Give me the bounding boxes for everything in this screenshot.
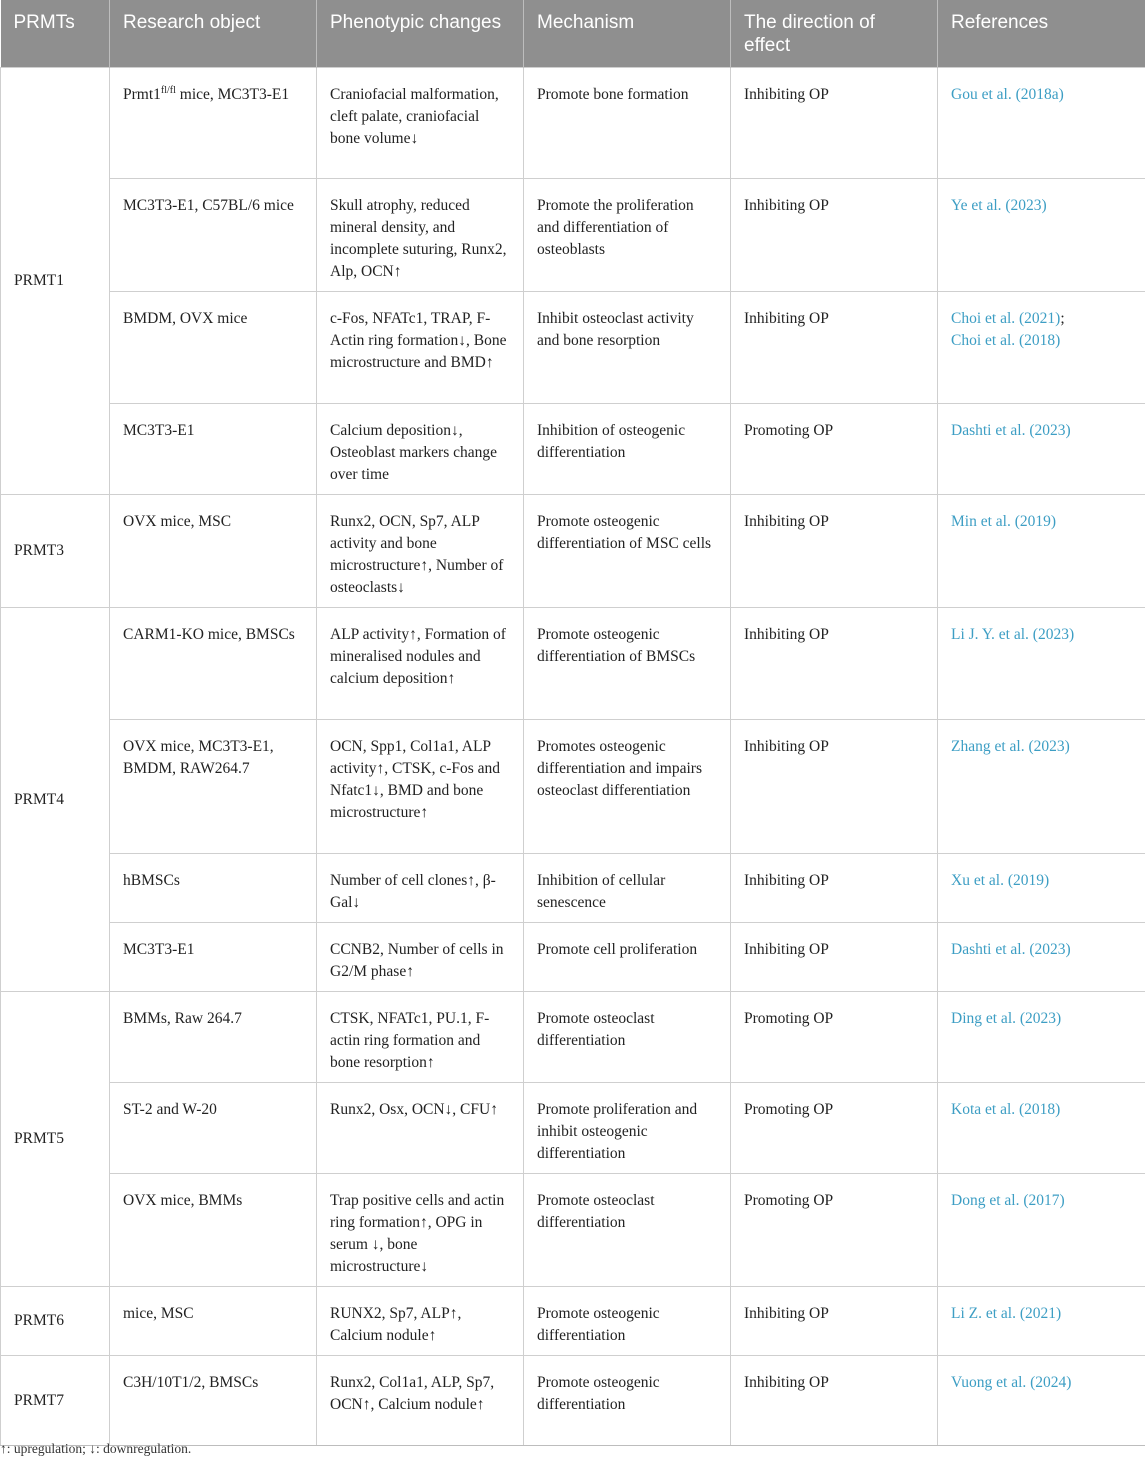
direction-of-effect-cell: Promoting OP	[731, 992, 938, 1083]
table-row	[1, 992, 1145, 1083]
table-row	[1, 923, 1145, 992]
research-object-cell: BMMs, Raw 264.7	[110, 992, 317, 1083]
direction-of-effect-cell: Inhibiting OP	[731, 720, 938, 854]
phenotypic-changes-cell: Calcium deposition↓, Osteoblast markers change over time	[317, 404, 524, 495]
mechanism-cell: Promote bone formation	[524, 68, 731, 179]
reference-link[interactable]: Dashti et al. (2023)	[951, 941, 1071, 958]
header-references: References	[938, 0, 1145, 68]
table-row	[1, 720, 1145, 854]
research-object-cell: CARM1-KO mice, BMSCs	[110, 608, 317, 720]
references-cell	[938, 179, 1145, 292]
table-row	[1, 292, 1145, 404]
reference-link[interactable]: Xu et al. (2019)	[951, 872, 1050, 889]
research-object-cell: MC3T3-E1, C57BL/6 mice	[110, 179, 317, 292]
mechanism-cell: Promote osteogenic differentiation of MSC cells	[524, 495, 731, 608]
phenotypic-changes-cell: ALP activity↑, Formation of mineralised nodules and calcium deposition↑	[317, 608, 524, 720]
references-cell	[938, 68, 1145, 179]
table-row	[1, 179, 1145, 292]
phenotypic-changes-cell: RUNX2, Sp7, ALP↑, Calcium nodule↑	[317, 1287, 524, 1356]
reference-link[interactable]: Choi et al. (2018)	[951, 332, 1061, 349]
table-row	[1, 68, 1145, 179]
reference-link[interactable]: Zhang et al. (2023)	[951, 738, 1070, 755]
reference-link[interactable]: Dong et al. (2017)	[951, 1192, 1065, 1209]
reference-separator: ;	[1060, 310, 1065, 327]
reference-link[interactable]: Vuong et al. (2024)	[951, 1374, 1072, 1391]
references-cell	[938, 854, 1145, 923]
reference-link[interactable]: Ding et al. (2023)	[951, 1010, 1062, 1027]
mechanism-cell: Promote osteoclast differentiation	[524, 1174, 731, 1287]
research-object-superscript: fl/fl	[160, 84, 176, 96]
table-row	[1, 1356, 1145, 1446]
phenotypic-changes-cell: Number of cell clones↑, β-Gal↓	[317, 854, 524, 923]
mechanism-cell: Inhibition of osteogenic differentiation	[524, 404, 731, 495]
direction-of-effect-cell: Inhibiting OP	[731, 495, 938, 608]
reference-link[interactable]: Min et al. (2019)	[951, 513, 1057, 530]
reference-link[interactable]: Ye et al. (2023)	[951, 197, 1047, 214]
phenotypic-changes-cell: Skull atrophy, reduced mineral density, and incomplete suturing, Runx2, Alp, OCN↑	[317, 179, 524, 292]
prmt-group-cell: PRMT1	[1, 68, 110, 495]
reference-link[interactable]: Gou et al. (2018a)	[951, 86, 1064, 103]
header-phenotypic-changes: Phenotypic changes	[317, 0, 524, 68]
direction-of-effect-cell: Inhibiting OP	[731, 1356, 938, 1446]
phenotypic-changes-cell: Runx2, OCN, Sp7, ALP activity and bone microstructure↑, Number of osteoclasts↓	[317, 495, 524, 608]
table-row	[1, 404, 1145, 495]
mechanism-cell: Promote osteogenic differentiation	[524, 1287, 731, 1356]
references-cell	[938, 1287, 1145, 1356]
header-row	[1, 0, 1145, 68]
mechanism-cell: Promote osteogenic differentiation	[524, 1356, 731, 1446]
table-row	[1, 1287, 1145, 1356]
table-row	[1, 495, 1145, 608]
references-cell	[938, 1356, 1145, 1446]
phenotypic-changes-cell: CCNB2, Number of cells in G2/M phase↑	[317, 923, 524, 992]
header-prmts: PRMTs	[1, 0, 110, 68]
references-cell	[938, 608, 1145, 720]
research-object-cell: OVX mice, BMMs	[110, 1174, 317, 1287]
table-row	[1, 854, 1145, 923]
prmt-group-cell: PRMT4	[1, 608, 110, 992]
direction-of-effect-cell: Inhibiting OP	[731, 68, 938, 179]
reference-link[interactable]: Kota et al. (2018)	[951, 1101, 1061, 1118]
research-object-cell: MC3T3-E1	[110, 404, 317, 495]
references-cell	[938, 292, 1145, 404]
phenotypic-changes-cell: OCN, Spp1, Col1a1, ALP activity↑, CTSK, c-Fos and Nfatc1↓, BMD and bone microstructure↑	[317, 720, 524, 854]
prmt-group-cell: PRMT3	[1, 495, 110, 608]
direction-of-effect-cell: Inhibiting OP	[731, 1287, 938, 1356]
table-row	[1, 608, 1145, 720]
mechanism-cell: Inhibition of cellular senescence	[524, 854, 731, 923]
mechanism-cell: Promote osteoclast differentiation	[524, 992, 731, 1083]
research-object-text: Prmt1	[123, 86, 161, 103]
direction-of-effect-cell: Inhibiting OP	[731, 923, 938, 992]
direction-of-effect-cell: Inhibiting OP	[731, 292, 938, 404]
references-cell	[938, 720, 1145, 854]
table-header	[1, 0, 1145, 68]
direction-of-effect-cell: Promoting OP	[731, 1174, 938, 1287]
phenotypic-changes-cell: c-Fos, NFATc1, TRAP, F-Actin ring formation↓, Bone microstructure and BMD↑	[317, 292, 524, 404]
research-object-cell: OVX mice, MC3T3-E1, BMDM, RAW264.7	[110, 720, 317, 854]
table-body	[1, 68, 1145, 1446]
research-object-cell: hBMSCs	[110, 854, 317, 923]
mechanism-cell: Promote the proliferation and differentiation of osteoblasts	[524, 179, 731, 292]
table-footnote: ↑: upregulation; ↓: downregulation.	[0, 1441, 192, 1456]
prmt-group-cell: PRMT6	[1, 1287, 110, 1356]
phenotypic-changes-cell: Runx2, Osx, OCN↓, CFU↑	[317, 1083, 524, 1174]
prmt-group-cell: PRMT7	[1, 1356, 110, 1446]
research-object-cell: BMDM, OVX mice	[110, 292, 317, 404]
table-row	[1, 1083, 1145, 1174]
mechanism-cell: Promote osteogenic differentiation of BMSCs	[524, 608, 731, 720]
references-cell	[938, 495, 1145, 608]
mechanism-cell: Inhibit osteoclast activity and bone resorption	[524, 292, 731, 404]
direction-of-effect-cell: Inhibiting OP	[731, 854, 938, 923]
mechanism-cell: Promote proliferation and inhibit osteogenic differentiation	[524, 1083, 731, 1174]
references-cell	[938, 992, 1145, 1083]
research-object-text-suffix: mice, MC3T3-E1	[175, 86, 290, 103]
direction-of-effect-cell: Promoting OP	[731, 404, 938, 495]
reference-link[interactable]: Choi et al. (2021)	[951, 310, 1061, 327]
research-object-cell: MC3T3-E1	[110, 923, 317, 992]
reference-link[interactable]: Dashti et al. (2023)	[951, 422, 1071, 439]
direction-of-effect-cell: Promoting OP	[731, 1083, 938, 1174]
header-direction-of-effect: The direction of effect	[731, 0, 938, 68]
references-cell	[938, 404, 1145, 495]
direction-of-effect-cell: Inhibiting OP	[731, 608, 938, 720]
direction-of-effect-cell: Inhibiting OP	[731, 179, 938, 292]
references-cell	[938, 923, 1145, 992]
prmt-group-cell: PRMT5	[1, 992, 110, 1287]
research-object-cell: OVX mice, MSC	[110, 495, 317, 608]
table-row	[1, 1174, 1145, 1287]
research-object-cell: mice, MSC	[110, 1287, 317, 1356]
references-cell	[938, 1174, 1145, 1287]
phenotypic-changes-cell: Craniofacial malformation, cleft palate, craniofacial bone volume↓	[317, 68, 524, 179]
research-object-cell: ST-2 and W-20	[110, 1083, 317, 1174]
research-object-cell	[110, 68, 317, 179]
reference-link[interactable]: Li J. Y. et al. (2023)	[951, 626, 1075, 643]
references-cell	[938, 1083, 1145, 1174]
mechanism-cell: Promotes osteogenic differentiation and impairs osteoclast differentiation	[524, 720, 731, 854]
phenotypic-changes-cell: CTSK, NFATc1, PU.1, F-actin ring formation and bone resorption↑	[317, 992, 524, 1083]
phenotypic-changes-cell: Trap positive cells and actin ring formation↑, OPG in serum ↓, bone microstructure↓	[317, 1174, 524, 1287]
phenotypic-changes-cell: Runx2, Col1a1, ALP, Sp7, OCN↑, Calcium nodule↑	[317, 1356, 524, 1446]
reference-link[interactable]: Li Z. et al. (2021)	[951, 1305, 1062, 1322]
mechanism-cell: Promote cell proliferation	[524, 923, 731, 992]
research-object-cell: C3H/10T1/2, BMSCs	[110, 1356, 317, 1446]
header-mechanism: Mechanism	[524, 0, 731, 68]
header-research-object: Research object	[110, 0, 317, 68]
